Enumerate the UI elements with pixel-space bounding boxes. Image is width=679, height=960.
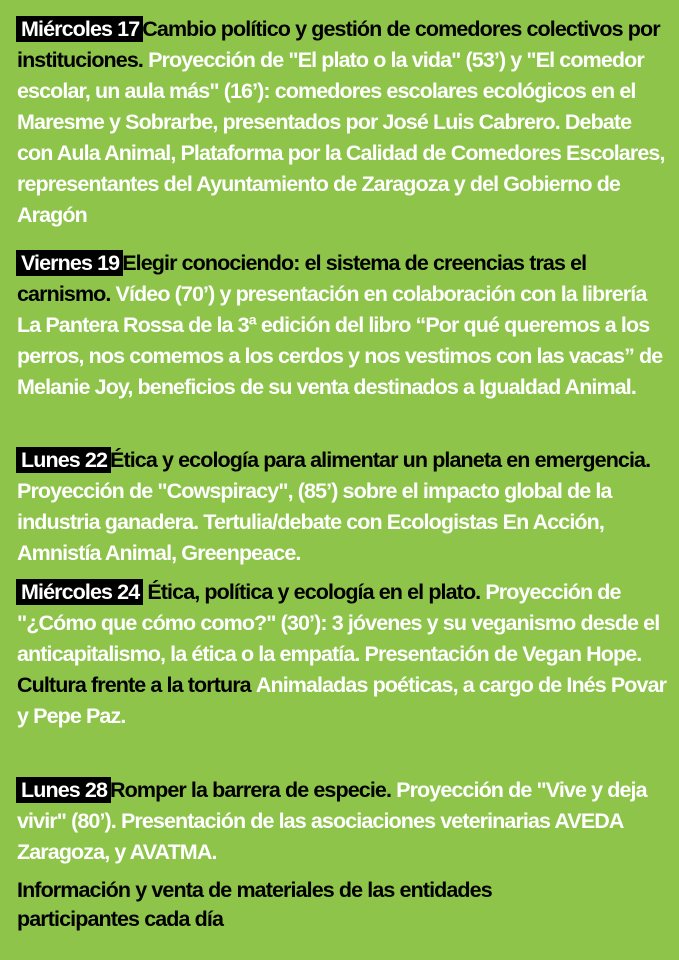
event-date-badge: Miércoles 24 <box>17 580 142 604</box>
event-extra-description: Animaladas poéticas, a cargo de Inés Povar y Pepe Paz. <box>17 673 667 728</box>
footer-note: Información y venta de materiales de las entidades participantes cada día <box>17 878 492 931</box>
event-topic: Elegir conociendo: el sistema de creencias tras el carnismo. <box>17 251 587 306</box>
event-topic: Ética y ecología para alimentar un planeta en emergencia. <box>110 448 651 472</box>
event-date-badge: Viernes 19 <box>17 251 122 275</box>
event-description: Proyección de "¿Cómo que cómo como?" (30’): 3 jóvenes y su veganismo desde el anticapitalismo, la ética o la empatía. Presentación de Vegan Hope. <box>17 580 660 666</box>
event-description: Proyección de "Cowspiracy", (85’) sobre el impacto global de la industria ganadera. Tertulia/debate con Ecologistas En Acción, Amnistía Animal, Greenpeace. <box>17 479 612 565</box>
event-extra-topic: Cultura frente a la tortura <box>17 673 251 697</box>
event-description: Vídeo (70’) y presentación en colaboración con la librería La Pantera Rossa de la 3ª edición del libro “Por qué queremos a los perros, nos comemos a los cerdos y nos vestimos con las vacas” de Melanie Joy, beneficios de su venta destinados a Igualdad Animal. <box>17 282 663 399</box>
event-miercoles-17 <box>17 14 667 231</box>
event-date-badge: Lunes 22 <box>17 448 110 472</box>
event-lunes-28 <box>17 775 667 868</box>
event-miercoles-24 <box>17 577 667 732</box>
event-viernes-19 <box>17 248 667 403</box>
event-topic: Cambio político y gestión de comedores colectivos por instituciones. <box>17 17 660 72</box>
event-lunes-22 <box>17 445 667 569</box>
event-topic: Romper la barrera de especie. <box>110 778 392 802</box>
event-description: Proyección de "El plato o la vida" (53’) y "El comedor escolar, un aula más" (16’): comedores escolares ecológicos en el Maresme y Sobrarbe, presentados por José Luis Cabrero. Debate con Aula Animal, Plataforma por la Calidad de Comedores Escolares, representantes del Ayuntamiento de Zaragoza y del Gobierno de Aragón <box>17 48 665 227</box>
event-date-badge: Miércoles 17 <box>17 17 142 41</box>
event-description: Proyección de "Vive y deja vivir" (80’). Presentación de las asociaciones veterinarias AVEDA Zaragoza, y AVATMA. <box>17 778 647 864</box>
event-date-badge: Lunes 28 <box>17 778 110 802</box>
event-topic: Ética, política y ecología en el plato. <box>147 580 481 604</box>
